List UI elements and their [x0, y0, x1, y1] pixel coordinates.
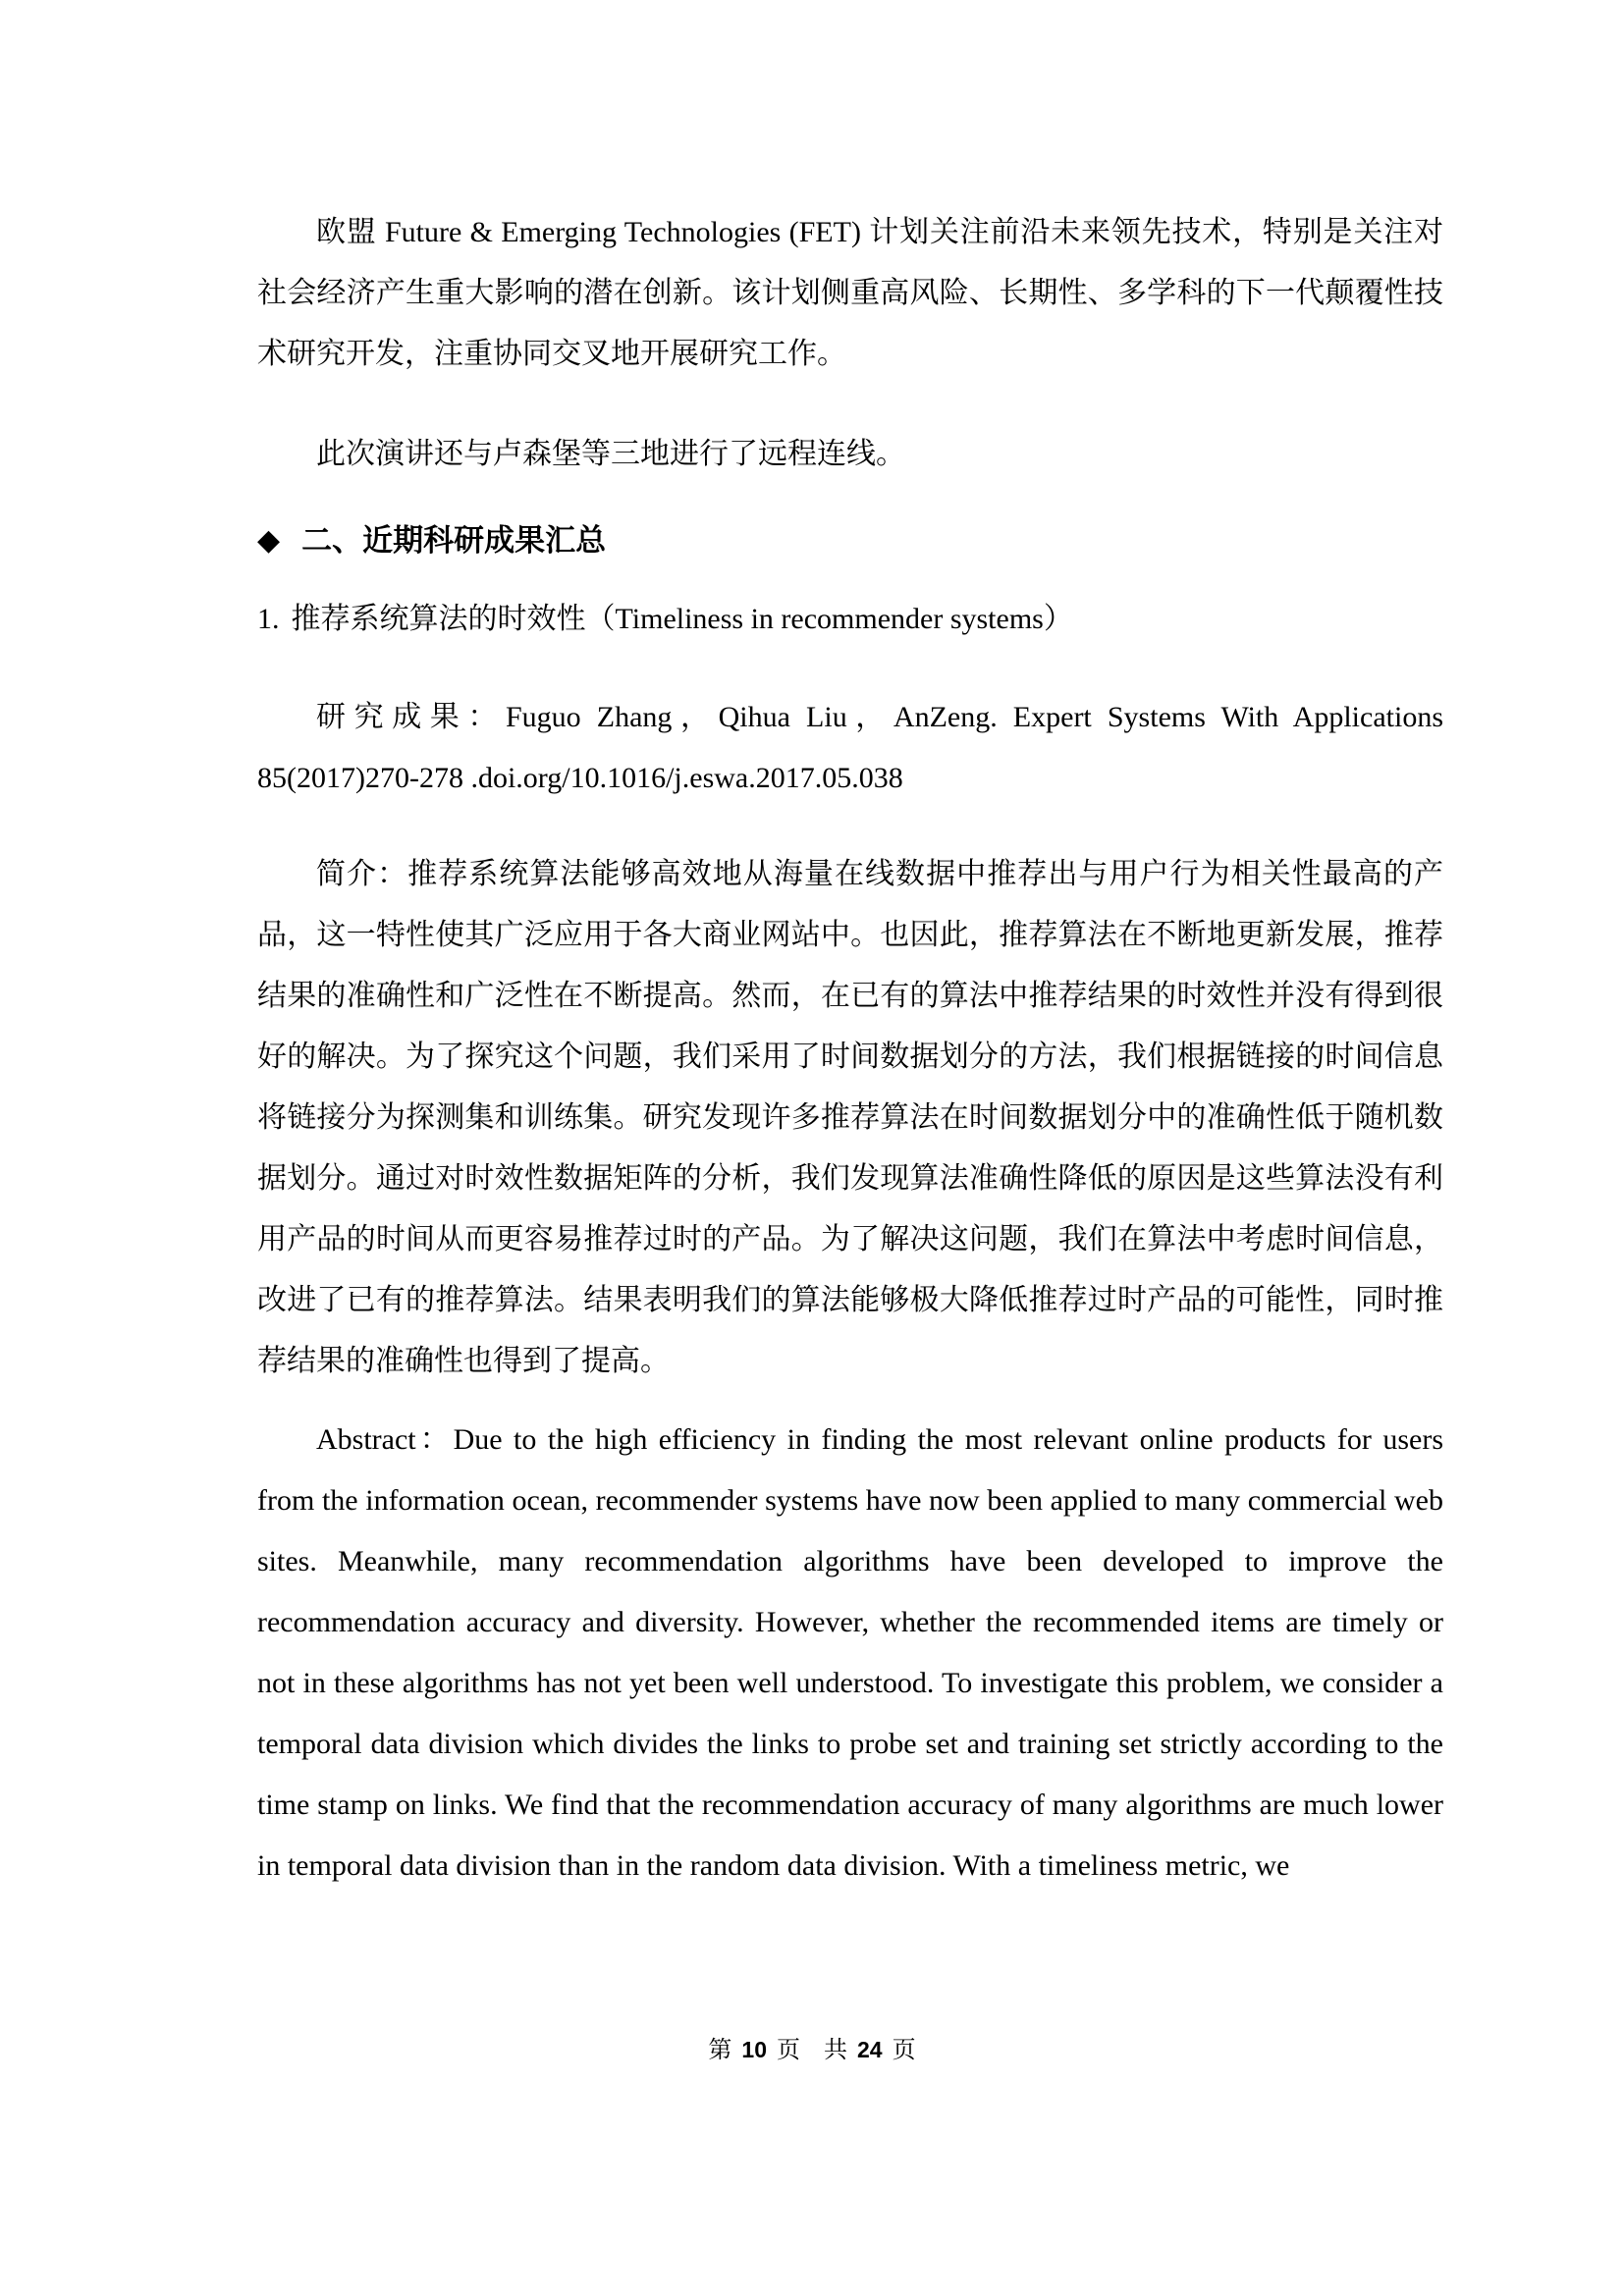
section-heading-text: 二、近期科研成果汇总: [301, 523, 607, 558]
footer-suffix: 页: [892, 2038, 916, 2063]
page-body: [257, 202, 1443, 1896]
footer-total-pages: 24: [857, 2037, 883, 2062]
footer-prefix: 第: [708, 2038, 732, 2063]
section-heading: [257, 518, 1443, 563]
paragraph-intro: 简介：推荐系统算法能够高效地从海量在线数据中推荐出与用户行为相关性最高的产品，这一特性使其广泛应用于各大商业网站中。也因此，推荐算法在不断地更新发展，推荐结果的准确性和广泛性在不断提高。然而，在已有的算法中推荐结果的时效性并没有得到很好的解决。为了探究这个问题，我们采用了时间数据划分的方法，我们根据链接的时间信息将链接分为探测集和训练集。研究发现许多推荐算法在时间数据划分中的准确性低于随机数据划分。通过对时效性数据矩阵的分析，我们发现算法准确性降低的原因是这些算法没有利用产品的时间从而更容易推荐过时的产品。为了解决这问题，我们在算法中考虑时间信息，改进了已有的推荐算法。结果表明我们的算法能够极大降低推荐过时产品的可能性，同时推荐结果的准确性也得到了提高。: [257, 858, 1443, 1377]
item-1-title: [257, 589, 1443, 650]
paragraph-abstract: Abstract：Due to the high efficiency in finding the most relevant online products for users from the information ocean, recommender systems have now been applied to many commercial web sites. Meanwhile, many recommendation algorithms have been developed to improve the recommendation accuracy and diversity. However, whether the recommended items are timely or not in these algorithms has not yet been well understood. To investigate this problem, we consider a temporal data division which divides the links to probe set and training set strictly according to the time stamp on links. We find that the recommendation accuracy of many algorithms are much lower in temporal data division than in the random data division. With a timeliness metric, we: [257, 1423, 1443, 1882]
item-1-number: 1.: [257, 603, 280, 635]
item-1-text: 推荐系统算法的时效性（Timeliness in recommender systems）: [291, 603, 1073, 635]
paragraph-research-result: 研究成果：Fuguo Zhang，Qihua Liu，AnZeng. Expert Systems With Applications 85(2017)270-278 .doi.org/10.1016/j.eswa.2017.05.038: [257, 701, 1443, 794]
page-footer: [0, 2034, 1624, 2066]
paragraph-remote-link: 此次演讲还与卢森堡等三地进行了远程连线。: [316, 438, 905, 470]
footer-page-number: 10: [741, 2037, 767, 2062]
paragraph-eu-fet: 欧盟 Future & Emerging Technologies (FET) 计划关注前沿未来领先技术，特别是关注对社会经济产生重大影响的潜在创新。该计划侧重高风险、长期性、多学科的下一代颠覆性技术研究开发，注重协同交叉地开展研究工作。: [257, 216, 1443, 370]
diamond-bullet-icon: ◆: [257, 523, 281, 558]
footer-middle: 页 共: [777, 2038, 847, 2063]
